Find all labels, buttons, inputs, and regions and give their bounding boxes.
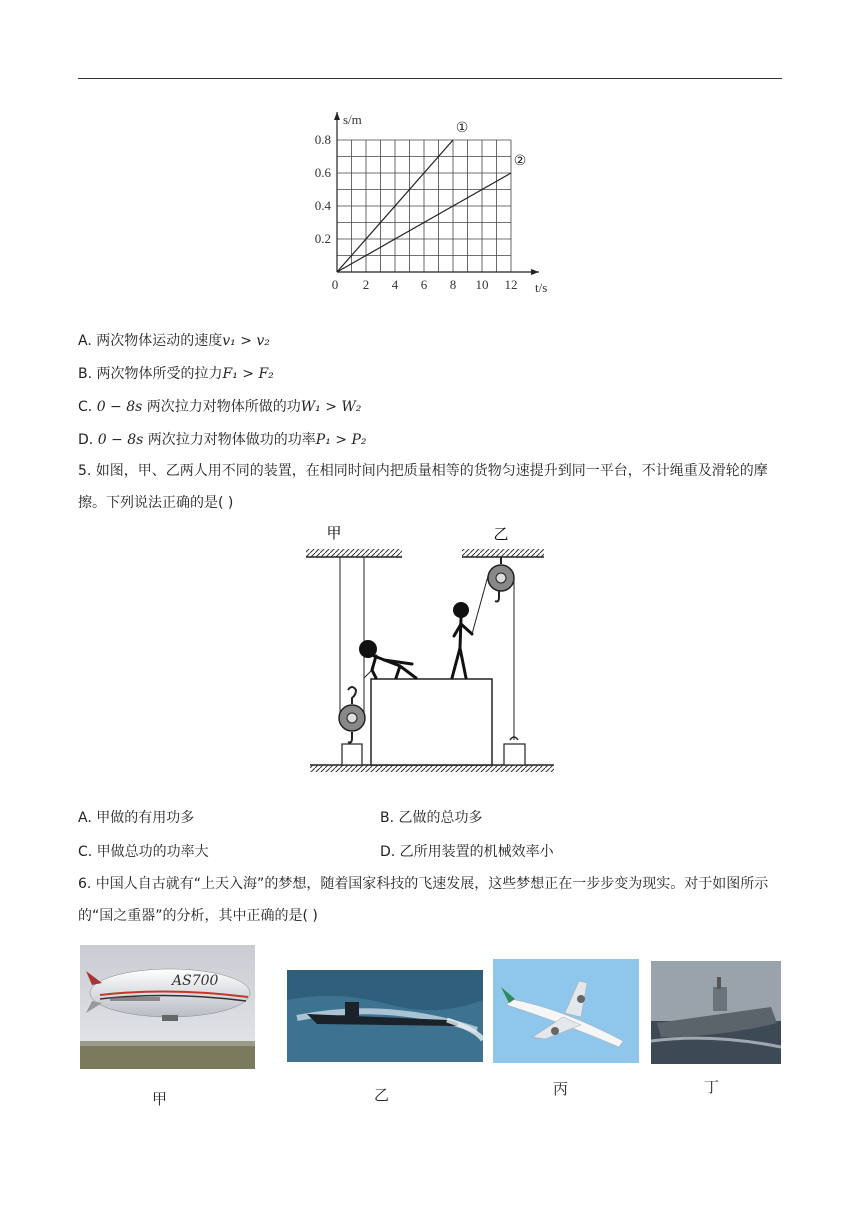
y-tick-label: 0.6 (314, 165, 331, 180)
x-tick-label: 12 (504, 277, 518, 292)
photo-airliner (493, 959, 639, 1063)
y-axis-arrow (334, 112, 340, 120)
caption-bing: 丙 (553, 1080, 569, 1098)
platform (371, 679, 492, 765)
x-tick-label: 8 (449, 277, 457, 292)
y-tick-label: 0.4 (314, 198, 331, 213)
q4-option-d[interactable]: D. 0 − 8s 两次拉力对物体做功的功率P₁ > P₂ (78, 432, 367, 448)
person-jia (359, 640, 416, 678)
ceiling-yi (462, 549, 544, 557)
photo-submarine (287, 970, 483, 1062)
q4-option-b[interactable]: B. 两次物体所受的拉力F₁ > F₂ (78, 366, 274, 382)
q5-option-d[interactable]: D. 乙所用装置的机械效率小 (380, 844, 554, 860)
y-tick-label: 0.8 (314, 132, 331, 147)
pulley-diagram (300, 518, 562, 776)
q5-option-a[interactable]: A. 甲做的有用功多 (78, 810, 195, 826)
floor (310, 765, 554, 772)
person-yi (452, 602, 472, 678)
photo-aircraft-carrier (651, 961, 781, 1064)
st-graph (300, 105, 570, 305)
series-label-1: ① (455, 120, 469, 136)
caption-ding: 丁 (704, 1078, 720, 1096)
x-axis-arrow (531, 269, 539, 275)
caption-yi: 乙 (374, 1086, 390, 1104)
q5-stem: 5. 如图，甲、乙两人用不同的装置，在相同时间内把质量相等的货物匀速提升到同一平台，不计绳重及滑轮的摩擦。下列说法正确的是( ) (78, 463, 768, 511)
q5-option-b[interactable]: B. 乙做的总功多 (380, 810, 483, 826)
header-rule (78, 78, 782, 79)
x-tick-label: 2 (362, 277, 370, 292)
y-axis-label: s/m (343, 112, 362, 127)
photo-airship (80, 945, 255, 1069)
x-tick-label: 10 (475, 277, 489, 292)
x-tick-label: 0 (331, 277, 339, 292)
x-axis-label: t/s (535, 280, 548, 295)
x-tick-label: 4 (391, 277, 399, 292)
q6-stem: 6. 中国人自古就有“上天入海”的梦想，随着国家科技的飞速发展，这些梦想正在一步步变为现实。对于如图所示的“国之重器”的分析，其中正确的是( ) (78, 876, 769, 924)
y-tick-label: 0.2 (314, 231, 331, 246)
q4-option-a[interactable]: A. 两次物体运动的速度v₁ > v₂ (78, 333, 270, 349)
series-label-2: ② (513, 153, 527, 169)
q5-option-c[interactable]: C. 甲做总功的功率大 (78, 844, 209, 860)
x-tick-label: 6 (420, 277, 428, 292)
caption-jia: 甲 (152, 1090, 168, 1108)
airship-text: AS700 (172, 973, 219, 989)
movable-pulley-jia (339, 557, 374, 765)
label-jia: 甲 (326, 524, 342, 542)
ceiling-jia (306, 549, 402, 557)
label-yi: 乙 (493, 525, 509, 543)
q4-option-c[interactable]: C. 0 − 8s 两次拉力对物体所做的功W₁ > W₂ (78, 399, 362, 415)
